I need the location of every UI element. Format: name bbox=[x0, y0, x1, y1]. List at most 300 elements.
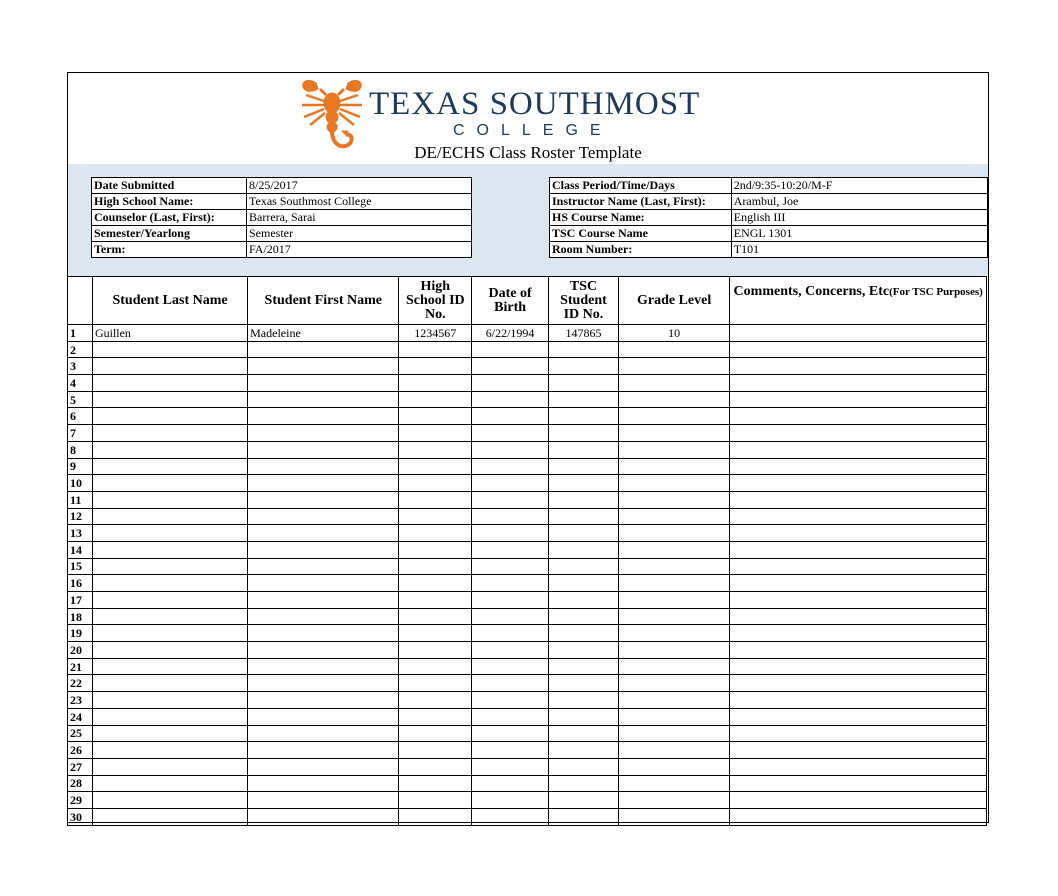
cell-grade[interactable] bbox=[618, 375, 729, 392]
cell-tsc-id[interactable] bbox=[549, 558, 619, 575]
cell-tsc-id[interactable] bbox=[549, 592, 619, 609]
cell-hs-id[interactable] bbox=[399, 675, 472, 692]
roster-form bbox=[67, 72, 989, 823]
cell-last-name[interactable] bbox=[92, 375, 247, 392]
info-value[interactable]: T101 bbox=[731, 242, 987, 258]
cell-tsc-id[interactable] bbox=[549, 508, 619, 525]
row-number: 19 bbox=[68, 625, 93, 642]
cell-last-name[interactable] bbox=[92, 525, 247, 542]
cell-hs-id[interactable] bbox=[399, 642, 472, 659]
cell-hs-id[interactable] bbox=[399, 742, 472, 759]
cell-hs-id[interactable] bbox=[399, 558, 472, 575]
cell-hs-id[interactable] bbox=[399, 375, 472, 392]
cell-hs-id[interactable] bbox=[399, 575, 472, 592]
cell-dob[interactable] bbox=[472, 625, 549, 642]
cell-hs-id[interactable] bbox=[399, 725, 472, 742]
row-number: 16 bbox=[68, 575, 93, 592]
info-value[interactable]: ENGL 1301 bbox=[731, 226, 987, 242]
cell-last-name[interactable] bbox=[92, 775, 247, 792]
cell-grade[interactable] bbox=[618, 792, 729, 809]
cell-tsc-id[interactable] bbox=[549, 692, 619, 709]
cell-first-name[interactable] bbox=[248, 725, 399, 742]
cell-hs-id[interactable] bbox=[399, 425, 472, 442]
cell-dob[interactable] bbox=[472, 575, 549, 592]
cell-dob[interactable] bbox=[472, 592, 549, 609]
table-row bbox=[68, 525, 987, 542]
cell-grade[interactable] bbox=[618, 708, 729, 725]
cell-last-name[interactable] bbox=[92, 758, 247, 775]
table-row bbox=[68, 325, 987, 342]
info-label: Date Submitted bbox=[92, 178, 247, 194]
table-row bbox=[68, 625, 987, 642]
cell-grade[interactable] bbox=[618, 608, 729, 625]
cell-comments[interactable] bbox=[730, 775, 987, 792]
row-number: 26 bbox=[68, 742, 93, 759]
cell-tsc-id[interactable] bbox=[549, 675, 619, 692]
row-number: 21 bbox=[68, 658, 93, 675]
cell-tsc-id[interactable] bbox=[549, 375, 619, 392]
row-number: 8 bbox=[68, 441, 93, 458]
cell-comments[interactable] bbox=[730, 608, 987, 625]
cell-first-name[interactable] bbox=[248, 458, 399, 475]
cell-last-name[interactable] bbox=[92, 441, 247, 458]
cell-grade[interactable] bbox=[618, 658, 729, 675]
cell-first-name[interactable] bbox=[248, 742, 399, 759]
cell-dob[interactable] bbox=[472, 441, 549, 458]
cell-grade[interactable] bbox=[618, 475, 729, 492]
cell-comments[interactable] bbox=[730, 375, 987, 392]
row-number: 22 bbox=[68, 675, 93, 692]
table-row bbox=[68, 642, 987, 659]
info-value[interactable]: English III bbox=[731, 210, 987, 226]
cell-tsc-id[interactable] bbox=[549, 758, 619, 775]
info-label: High School Name: bbox=[92, 194, 247, 210]
table-row bbox=[68, 358, 987, 375]
cell-dob[interactable] bbox=[472, 758, 549, 775]
row-number: 15 bbox=[68, 558, 93, 575]
cell-first-name[interactable] bbox=[248, 358, 399, 375]
cell-first-name[interactable] bbox=[248, 592, 399, 609]
table-row bbox=[68, 408, 987, 425]
cell-last-name[interactable] bbox=[92, 658, 247, 675]
cell-grade[interactable] bbox=[618, 775, 729, 792]
info-row bbox=[550, 210, 988, 226]
info-row bbox=[92, 178, 472, 194]
cell-dob[interactable] bbox=[472, 675, 549, 692]
cell-grade[interactable] bbox=[618, 458, 729, 475]
cell-hs-id[interactable] bbox=[399, 758, 472, 775]
table-row bbox=[68, 675, 987, 692]
row-number: 6 bbox=[68, 408, 93, 425]
cell-dob[interactable] bbox=[472, 692, 549, 709]
header-hs-id: High School ID No. bbox=[399, 277, 472, 325]
info-value[interactable]: Semester bbox=[247, 226, 472, 242]
cell-dob[interactable] bbox=[472, 742, 549, 759]
cell-hs-id[interactable] bbox=[399, 408, 472, 425]
cell-hs-id[interactable] bbox=[399, 541, 472, 558]
cell-dob[interactable] bbox=[472, 608, 549, 625]
table-row bbox=[68, 608, 987, 625]
cell-tsc-id[interactable] bbox=[549, 408, 619, 425]
cell-first-name[interactable] bbox=[248, 408, 399, 425]
info-value[interactable]: Arambul, Joe bbox=[731, 194, 987, 210]
header-comments bbox=[730, 277, 987, 325]
cell-comments[interactable] bbox=[730, 408, 987, 425]
cell-hs-id[interactable] bbox=[399, 658, 472, 675]
cell-tsc-id[interactable] bbox=[549, 808, 619, 825]
cell-dob[interactable] bbox=[472, 358, 549, 375]
cell-grade[interactable] bbox=[618, 808, 729, 825]
table-row bbox=[68, 375, 987, 392]
table-row bbox=[68, 458, 987, 475]
cell-tsc-id[interactable] bbox=[549, 625, 619, 642]
cell-first-name[interactable] bbox=[248, 608, 399, 625]
cell-first-name[interactable] bbox=[248, 792, 399, 809]
cell-comments[interactable] bbox=[730, 642, 987, 659]
cell-last-name[interactable] bbox=[92, 508, 247, 525]
cell-last-name[interactable] bbox=[92, 608, 247, 625]
cell-tsc-id[interactable] bbox=[549, 792, 619, 809]
cell-first-name[interactable] bbox=[248, 675, 399, 692]
cell-comments[interactable] bbox=[730, 341, 987, 358]
info-row bbox=[550, 178, 988, 194]
cell-first-name[interactable] bbox=[248, 491, 399, 508]
table-row bbox=[68, 775, 987, 792]
info-table-left bbox=[91, 177, 472, 258]
cell-comments[interactable] bbox=[730, 658, 987, 675]
info-value[interactable]: 2nd/9:35-10:20/M-F bbox=[731, 178, 987, 194]
cell-tsc-id[interactable] bbox=[549, 608, 619, 625]
cell-first-name[interactable] bbox=[248, 575, 399, 592]
cell-last-name[interactable] bbox=[92, 808, 247, 825]
cell-first-name[interactable] bbox=[248, 642, 399, 659]
cell-dob[interactable] bbox=[472, 541, 549, 558]
table-row bbox=[68, 758, 987, 775]
cell-hs-id[interactable] bbox=[399, 525, 472, 542]
cell-last-name[interactable] bbox=[92, 558, 247, 575]
row-number: 28 bbox=[68, 775, 93, 792]
logo-wordmark-line1: TEXAS SOUTHMOST bbox=[369, 86, 701, 122]
cell-first-name[interactable] bbox=[248, 425, 399, 442]
cell-dob[interactable] bbox=[472, 341, 549, 358]
row-number: 11 bbox=[68, 491, 93, 508]
row-number: 30 bbox=[68, 808, 93, 825]
logo-wordmark-line2: COLLEGE bbox=[453, 122, 613, 139]
info-value[interactable]: FA/2017 bbox=[247, 242, 472, 258]
info-value[interactable]: Texas Southmost College bbox=[247, 194, 472, 210]
cell-dob[interactable] bbox=[472, 425, 549, 442]
cell-hs-id[interactable] bbox=[399, 808, 472, 825]
cell-dob[interactable] bbox=[472, 708, 549, 725]
header-first-name: Student First Name bbox=[248, 277, 399, 325]
info-label: TSC Course Name bbox=[550, 226, 732, 242]
cell-last-name[interactable] bbox=[92, 642, 247, 659]
cell-first-name[interactable] bbox=[248, 658, 399, 675]
info-table-right bbox=[549, 177, 988, 258]
info-label: Counselor (Last, First): bbox=[92, 210, 247, 226]
header-comments-note: (For TSC Purposes) bbox=[889, 286, 983, 298]
cell-comments[interactable] bbox=[730, 708, 987, 725]
cell-grade[interactable] bbox=[618, 491, 729, 508]
scorpion-icon bbox=[296, 73, 368, 153]
cell-hs-id[interactable] bbox=[399, 608, 472, 625]
cell-grade[interactable] bbox=[618, 391, 729, 408]
cell-grade[interactable] bbox=[618, 692, 729, 709]
cell-last-name[interactable] bbox=[92, 692, 247, 709]
cell-comments[interactable] bbox=[730, 758, 987, 775]
cell-tsc-id[interactable] bbox=[549, 708, 619, 725]
cell-hs-id[interactable] bbox=[399, 358, 472, 375]
cell-comments[interactable] bbox=[730, 358, 987, 375]
info-label: Semester/Yearlong bbox=[92, 226, 247, 242]
row-number: 17 bbox=[68, 592, 93, 609]
cell-first-name[interactable] bbox=[248, 525, 399, 542]
cell-last-name[interactable]: Guillen bbox=[92, 325, 247, 342]
info-label: HS Course Name: bbox=[550, 210, 732, 226]
cell-grade[interactable]: 10 bbox=[618, 325, 729, 342]
row-number: 29 bbox=[68, 792, 93, 809]
row-number: 12 bbox=[68, 508, 93, 525]
cell-last-name[interactable] bbox=[92, 742, 247, 759]
cell-dob[interactable] bbox=[472, 525, 549, 542]
cell-first-name[interactable] bbox=[248, 758, 399, 775]
cell-comments[interactable] bbox=[730, 725, 987, 742]
cell-hs-id[interactable] bbox=[399, 775, 472, 792]
info-value[interactable]: Barrera, Sarai bbox=[247, 210, 472, 226]
row-number: 9 bbox=[68, 458, 93, 475]
cell-hs-id[interactable] bbox=[399, 341, 472, 358]
cell-last-name[interactable] bbox=[92, 625, 247, 642]
cell-comments[interactable] bbox=[730, 475, 987, 492]
row-number: 14 bbox=[68, 541, 93, 558]
cell-dob[interactable] bbox=[472, 375, 549, 392]
cell-hs-id[interactable] bbox=[399, 692, 472, 709]
cell-last-name[interactable] bbox=[92, 425, 247, 442]
cell-first-name[interactable] bbox=[248, 808, 399, 825]
row-number: 4 bbox=[68, 375, 93, 392]
cell-grade[interactable] bbox=[618, 525, 729, 542]
cell-grade[interactable] bbox=[618, 408, 729, 425]
cell-last-name[interactable] bbox=[92, 708, 247, 725]
row-number: 24 bbox=[68, 708, 93, 725]
table-row bbox=[68, 491, 987, 508]
header-tsc-id: TSC Student ID No. bbox=[549, 277, 619, 325]
info-row bbox=[550, 242, 988, 258]
cell-hs-id[interactable] bbox=[399, 625, 472, 642]
cell-grade[interactable] bbox=[618, 625, 729, 642]
info-row bbox=[92, 242, 472, 258]
cell-hs-id[interactable] bbox=[399, 475, 472, 492]
cell-comments[interactable] bbox=[730, 792, 987, 809]
cell-hs-id[interactable] bbox=[399, 792, 472, 809]
cell-first-name[interactable] bbox=[248, 341, 399, 358]
cell-comments[interactable] bbox=[730, 541, 987, 558]
cell-comments[interactable] bbox=[730, 742, 987, 759]
cell-dob[interactable] bbox=[472, 775, 549, 792]
table-row bbox=[68, 475, 987, 492]
cell-tsc-id[interactable] bbox=[549, 475, 619, 492]
cell-last-name[interactable] bbox=[92, 792, 247, 809]
cell-first-name[interactable] bbox=[248, 708, 399, 725]
cell-tsc-id[interactable] bbox=[549, 441, 619, 458]
table-row bbox=[68, 425, 987, 442]
cell-hs-id[interactable] bbox=[399, 491, 472, 508]
cell-comments[interactable] bbox=[730, 625, 987, 642]
cell-last-name[interactable] bbox=[92, 358, 247, 375]
cell-comments[interactable] bbox=[730, 692, 987, 709]
cell-tsc-id[interactable]: 147865 bbox=[549, 325, 619, 342]
cell-tsc-id[interactable] bbox=[549, 541, 619, 558]
table-row bbox=[68, 725, 987, 742]
cell-hs-id[interactable] bbox=[399, 391, 472, 408]
info-label: Class Period/Time/Days bbox=[550, 178, 732, 194]
cell-first-name[interactable] bbox=[248, 541, 399, 558]
cell-last-name[interactable] bbox=[92, 341, 247, 358]
table-row bbox=[68, 575, 987, 592]
row-number: 20 bbox=[68, 642, 93, 659]
info-row bbox=[92, 226, 472, 242]
row-number: 27 bbox=[68, 758, 93, 775]
info-section bbox=[68, 164, 988, 276]
cell-dob[interactable] bbox=[472, 642, 549, 659]
cell-dob[interactable] bbox=[472, 491, 549, 508]
cell-comments[interactable] bbox=[730, 325, 987, 342]
cell-dob[interactable] bbox=[472, 725, 549, 742]
row-number: 5 bbox=[68, 391, 93, 408]
row-number: 25 bbox=[68, 725, 93, 742]
table-row bbox=[68, 541, 987, 558]
cell-tsc-id[interactable] bbox=[549, 658, 619, 675]
table-row bbox=[68, 558, 987, 575]
cell-dob[interactable] bbox=[472, 408, 549, 425]
cell-tsc-id[interactable] bbox=[549, 458, 619, 475]
cell-dob[interactable] bbox=[472, 458, 549, 475]
cell-last-name[interactable] bbox=[92, 491, 247, 508]
cell-first-name[interactable] bbox=[248, 625, 399, 642]
cell-dob[interactable]: 6/22/1994 bbox=[472, 325, 549, 342]
cell-first-name[interactable] bbox=[248, 441, 399, 458]
cell-hs-id[interactable] bbox=[399, 592, 472, 609]
row-number: 3 bbox=[68, 358, 93, 375]
cell-tsc-id[interactable] bbox=[549, 575, 619, 592]
cell-first-name[interactable] bbox=[248, 508, 399, 525]
cell-tsc-id[interactable] bbox=[549, 491, 619, 508]
cell-tsc-id[interactable] bbox=[549, 742, 619, 759]
cell-comments[interactable] bbox=[730, 592, 987, 609]
cell-dob[interactable] bbox=[472, 558, 549, 575]
cell-comments[interactable] bbox=[730, 491, 987, 508]
info-label: Term: bbox=[92, 242, 247, 258]
cell-tsc-id[interactable] bbox=[549, 725, 619, 742]
table-row bbox=[68, 508, 987, 525]
cell-first-name[interactable]: Madeleine bbox=[248, 325, 399, 342]
cell-first-name[interactable] bbox=[248, 391, 399, 408]
cell-last-name[interactable] bbox=[92, 541, 247, 558]
cell-dob[interactable] bbox=[472, 792, 549, 809]
cell-tsc-id[interactable] bbox=[549, 775, 619, 792]
row-number: 13 bbox=[68, 525, 93, 542]
cell-comments[interactable] bbox=[730, 558, 987, 575]
cell-comments[interactable] bbox=[730, 525, 987, 542]
cell-grade[interactable] bbox=[618, 758, 729, 775]
cell-grade[interactable] bbox=[618, 742, 729, 759]
cell-grade[interactable] bbox=[618, 508, 729, 525]
cell-hs-id[interactable] bbox=[399, 708, 472, 725]
cell-comments[interactable] bbox=[730, 675, 987, 692]
cell-comments[interactable] bbox=[730, 808, 987, 825]
info-row bbox=[550, 194, 988, 210]
cell-dob[interactable] bbox=[472, 808, 549, 825]
info-value[interactable]: 8/25/2017 bbox=[247, 178, 472, 194]
cell-last-name[interactable] bbox=[92, 458, 247, 475]
cell-comments[interactable] bbox=[730, 391, 987, 408]
cell-comments[interactable] bbox=[730, 575, 987, 592]
cell-comments[interactable] bbox=[730, 458, 987, 475]
cell-dob[interactable] bbox=[472, 508, 549, 525]
cell-last-name[interactable] bbox=[92, 592, 247, 609]
cell-first-name[interactable] bbox=[248, 375, 399, 392]
cell-tsc-id[interactable] bbox=[549, 341, 619, 358]
cell-grade[interactable] bbox=[618, 425, 729, 442]
table-row bbox=[68, 692, 987, 709]
cell-grade[interactable] bbox=[618, 341, 729, 358]
page-title: DE/ECHS Class Roster Template bbox=[414, 143, 642, 162]
cell-tsc-id[interactable] bbox=[549, 425, 619, 442]
row-number: 23 bbox=[68, 692, 93, 709]
cell-dob[interactable] bbox=[472, 391, 549, 408]
cell-hs-id[interactable] bbox=[399, 458, 472, 475]
cell-grade[interactable] bbox=[618, 725, 729, 742]
cell-first-name[interactable] bbox=[248, 775, 399, 792]
table-row bbox=[68, 808, 987, 825]
cell-first-name[interactable] bbox=[248, 692, 399, 709]
cell-grade[interactable] bbox=[618, 592, 729, 609]
cell-last-name[interactable] bbox=[92, 475, 247, 492]
cell-comments[interactable] bbox=[730, 508, 987, 525]
cell-first-name[interactable] bbox=[248, 558, 399, 575]
cell-first-name[interactable] bbox=[248, 475, 399, 492]
cell-tsc-id[interactable] bbox=[549, 642, 619, 659]
cell-grade[interactable] bbox=[618, 541, 729, 558]
cell-grade[interactable] bbox=[618, 558, 729, 575]
cell-last-name[interactable] bbox=[92, 675, 247, 692]
info-row bbox=[550, 226, 988, 242]
cell-tsc-id[interactable] bbox=[549, 358, 619, 375]
cell-tsc-id[interactable] bbox=[549, 391, 619, 408]
cell-comments[interactable] bbox=[730, 441, 987, 458]
cell-last-name[interactable] bbox=[92, 408, 247, 425]
cell-comments[interactable] bbox=[730, 425, 987, 442]
cell-last-name[interactable] bbox=[92, 725, 247, 742]
cell-last-name[interactable] bbox=[92, 391, 247, 408]
table-row bbox=[68, 742, 987, 759]
cell-hs-id[interactable] bbox=[399, 441, 472, 458]
table-row bbox=[68, 592, 987, 609]
cell-hs-id[interactable]: 1234567 bbox=[399, 325, 472, 342]
row-number: 2 bbox=[68, 341, 93, 358]
cell-grade[interactable] bbox=[618, 358, 729, 375]
cell-grade[interactable] bbox=[618, 575, 729, 592]
cell-grade[interactable] bbox=[618, 642, 729, 659]
cell-grade[interactable] bbox=[618, 441, 729, 458]
cell-dob[interactable] bbox=[472, 658, 549, 675]
header-grade: Grade Level bbox=[618, 277, 729, 325]
cell-dob[interactable] bbox=[472, 475, 549, 492]
cell-tsc-id[interactable] bbox=[549, 525, 619, 542]
cell-hs-id[interactable] bbox=[399, 508, 472, 525]
cell-grade[interactable] bbox=[618, 675, 729, 692]
cell-last-name[interactable] bbox=[92, 575, 247, 592]
